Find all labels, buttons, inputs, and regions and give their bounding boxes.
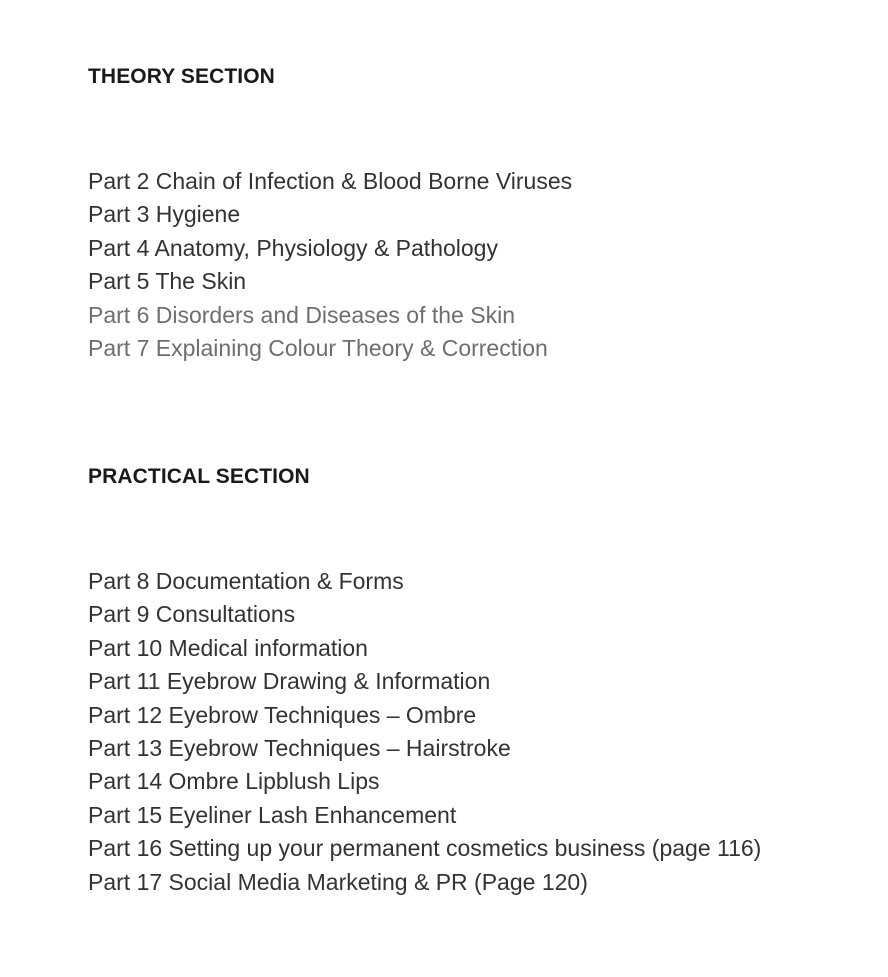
practical-list-item: Part 16 Setting up your permanent cosmetics business (page 116) [88,835,762,862]
practical-list-item: Part 13 Eyebrow Techniques – Hairstroke [88,735,511,762]
theory-item-list [88,165,572,365]
theory-section-heading: THEORY SECTION [88,65,275,88]
theory-list-item: Part 6 Disorders and Diseases of the Skin [88,301,515,328]
practical-list-item: Part 9 Consultations [88,601,296,628]
theory-list-item: Part 7 Explaining Colour Theory & Correction [88,335,548,362]
practical-list-item: Part 14 Ombre Lipblush Lips [88,768,380,795]
theory-list-item: Part 5 The Skin [88,268,247,295]
practical-list-item: Part 15 Eyeliner Lash Enhancement [88,801,457,828]
theory-section-header-block [88,64,275,90]
theory-list-item: Part 3 Hygiene [88,201,241,228]
practical-section-list-block [88,565,761,899]
practical-list-item: Part 10 Medical information [88,634,368,661]
theory-list-item: Part 2 Chain of Infection & Blood Borne Viruses [88,168,573,194]
practical-section-heading: PRACTICAL SECTION [88,465,310,488]
practical-list-item: Part 11 Eyebrow Drawing & Information [88,668,491,695]
practical-list-item: Part 17 Social Media Marketing & PR (Page 120) [88,868,588,895]
practical-section-header-block [88,464,310,490]
theory-list-item: Part 4 Anatomy, Physiology & Pathology [88,234,498,261]
practical-item-list [88,565,761,899]
practical-list-item: Part 12 Eyebrow Techniques – Ombre [88,701,477,728]
practical-list-item: Part 8 Documentation & Forms [88,568,404,594]
theory-section-list-block [88,165,572,365]
